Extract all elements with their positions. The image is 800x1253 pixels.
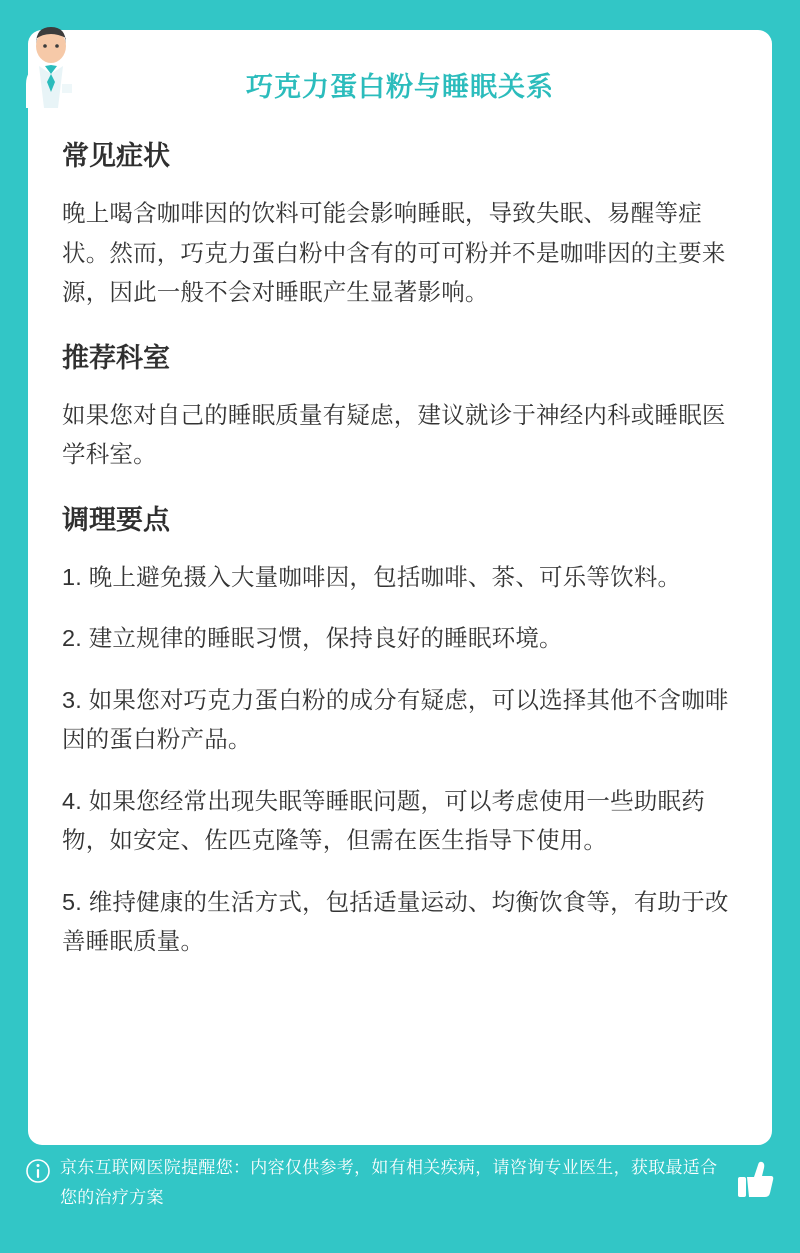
section-paragraph-department: 如果您对自己的睡眠质量有疑虑，建议就诊于神经内科或睡眠医学科室。 bbox=[62, 401, 726, 468]
list-item: 4. 如果您经常出现失眠等睡眠问题，可以考虑使用一些助眠药物，如安定、佐匹克隆等，但需在医生指导下使用。 bbox=[62, 787, 705, 854]
list-item: 1. 晚上避免摄入大量咖啡因，包括咖啡、茶、可乐等饮料。 bbox=[62, 563, 682, 590]
thumbs-up-icon[interactable] bbox=[736, 1157, 776, 1201]
list-item: 5. 维持健康的生活方式，包括适量运动、均衡饮食等，有助于改善睡眠质量。 bbox=[62, 888, 729, 954]
article-card bbox=[28, 30, 772, 1145]
section-paragraph-symptoms: 晚上喝含咖啡因的饮料可能会影响睡眠，导致失眠、易醒等症状。然而，巧克力蛋白粉中含有的可可粉并不是咖啡因的主要来源，因此一般不会对睡眠产生显著影响。 bbox=[62, 200, 726, 306]
footer-text: 京东互联网医院提醒您：内容仅供参考，如有相关疾病，请咨询专业医生，获取最适合您的治疗方案 bbox=[60, 1158, 718, 1207]
doctor-avatar-icon bbox=[12, 22, 90, 108]
section-heading-symptoms: 常见症状 bbox=[62, 141, 170, 172]
page-title: 巧克力蛋白粉与睡眠关系 bbox=[246, 72, 554, 102]
list-item: 3. 如果您对巧克力蛋白粉的成分有疑虑，可以选择其他不含咖啡因的蛋白粉产品。 bbox=[62, 686, 729, 753]
section-heading-department: 推荐科室 bbox=[62, 342, 170, 373]
footer-disclaimer bbox=[0, 1135, 800, 1253]
section-heading-tips: 调理要点 bbox=[62, 504, 170, 535]
list-item: 2. 建立规律的睡眠习惯，保持良好的睡眠环境。 bbox=[62, 625, 563, 652]
tips-list bbox=[62, 558, 738, 962]
info-circle-icon bbox=[24, 1157, 52, 1185]
